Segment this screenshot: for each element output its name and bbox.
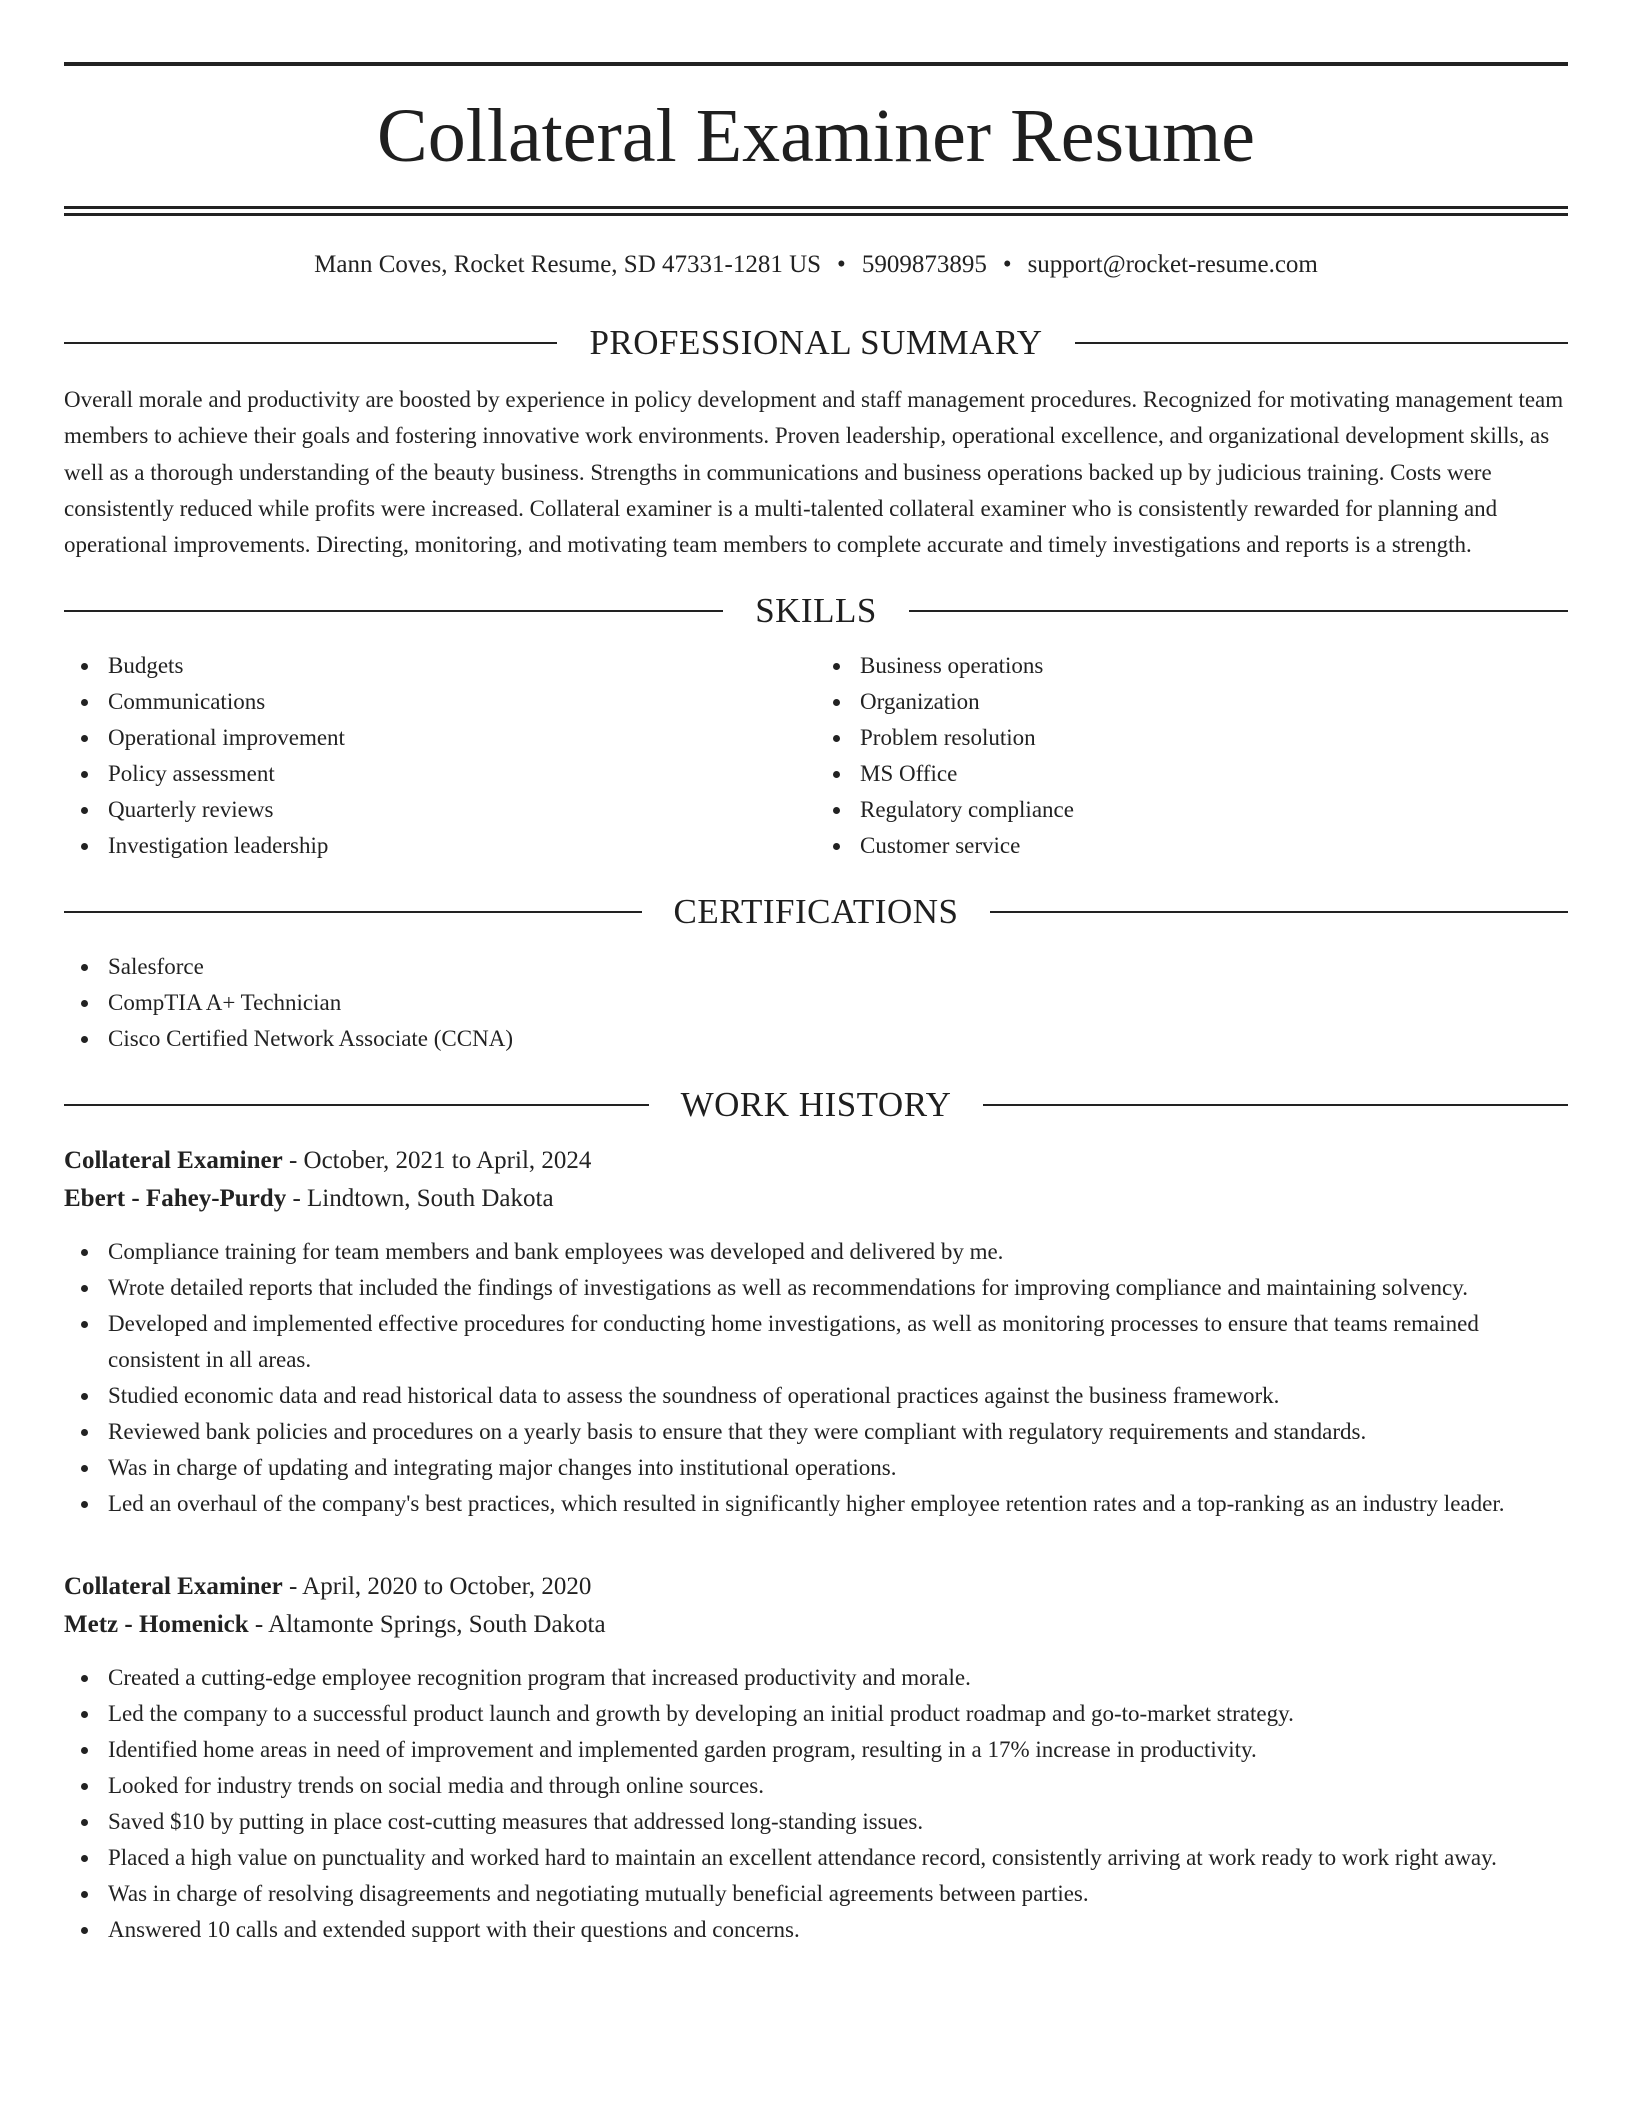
contact-phone: 5909873895 — [861, 251, 987, 278]
job-company-line: Metz - Homenick - Altamonte Springs, South Dakota — [64, 1611, 606, 1639]
skill-item: Problem resolution — [816, 720, 1568, 756]
job-title: Collateral Examiner — [64, 1573, 283, 1601]
certifications-items — [64, 949, 1568, 1057]
skill-item: Regulatory compliance — [816, 792, 1568, 828]
skills-section-header — [64, 591, 1568, 631]
job-duties-list — [64, 1234, 1568, 1522]
skills-list — [64, 648, 1568, 864]
job-duty-item: Identified home areas in need of improvement and implemented garden program, resulting in a 17% increase in productivity. — [64, 1732, 1568, 1768]
skill-item: MS Office — [816, 756, 1568, 792]
work-section-header — [64, 1085, 1568, 1125]
contact-separator: • — [1002, 251, 1012, 278]
job-duty-item: Compliance training for team members and bank employees was developed and delivered by me. — [64, 1234, 1568, 1270]
job-location: Lindtown, South Dakota — [307, 1185, 554, 1213]
summary-paragraph: Overall morale and productivity are boosted by experience in policy development and staff management procedures. Recognized for motivating management team members to achieve their goals and fostering innovative work environments. Proven leadership, operational excellence, and organizational development skills, as well as a thorough understanding of the beauty business. Strengths in communications and business operations backed up by judicious training. Costs were consistently reduced while profits were increased. Collateral examiner is a multi-talented collateral examiner who is consistently rewarded for planning and operational improvements. Directing, monitoring, and motivating team members to complete accurate and timely investigations and reports is a strength. — [64, 387, 1564, 558]
job-location: Altamonte Springs, South Dakota — [268, 1611, 606, 1639]
work-history-list — [64, 1142, 1568, 1948]
job-duty-item: Studied economic data and read historical data to assess the soundness of operational practices against the business framework. — [64, 1378, 1568, 1414]
certification-item: Cisco Certified Network Associate (CCNA) — [64, 1021, 1568, 1057]
certification-item: Salesforce — [64, 949, 1568, 985]
skill-item: Investigation leadership — [64, 828, 816, 864]
resume-title: Collateral Examiner Resume — [377, 94, 1255, 178]
section-rule-left — [64, 342, 557, 344]
skill-item: Budgets — [64, 648, 816, 684]
section-rule-right — [909, 610, 1568, 612]
contact-separator: • — [837, 251, 846, 278]
work-heading: WORK HISTORY — [680, 1085, 952, 1125]
job-duty-item: Placed a high value on punctuality and worked hard to maintain an excellent attendance record, consistently arriving at work ready to work right away. — [64, 1840, 1568, 1876]
section-rule-right — [1075, 342, 1568, 344]
contact-address: Mann Coves, Rocket Resume, SD 47331-1281 US — [314, 251, 822, 278]
skills-right-list — [816, 648, 1568, 864]
title-double-rule — [64, 206, 1568, 216]
job-entry — [64, 1142, 1568, 1522]
skills-left-list — [64, 648, 816, 864]
job-entry — [64, 1568, 1568, 1948]
skill-item: Quarterly reviews — [64, 792, 816, 828]
job-title-line: Collateral Examiner - October, 2021 to April, 2024 — [64, 1147, 592, 1175]
job-title-line: Collateral Examiner - April, 2020 to October, 2020 — [64, 1573, 592, 1601]
skills-column-left — [64, 648, 816, 864]
job-duty-item: Looked for industry trends on social media and through online sources. — [64, 1768, 1568, 1804]
job-duty-item: Led an overhaul of the company's best practices, which resulted in significantly higher employee retention rates and a top-ranking as an industry leader. — [64, 1486, 1568, 1522]
job-duty-item: Developed and implemented effective procedures for conducting home investigations, as well as monitoring processes to ensure that teams remained consistent in all areas. — [64, 1306, 1568, 1378]
top-rule — [64, 62, 1568, 66]
skills-column-right — [816, 648, 1568, 864]
section-rule-right — [983, 1104, 1568, 1106]
job-duty-item: Reviewed bank policies and procedures on a yearly basis to ensure that they were compliant with regulatory requirements and standards. — [64, 1414, 1568, 1450]
job-dates: April, 2020 to October, 2020 — [302, 1573, 592, 1601]
certifications-section-header — [64, 892, 1568, 932]
job-company-line: Ebert - Fahey-Purdy - Lindtown, South Dakota — [64, 1185, 554, 1213]
skill-item: Business operations — [816, 648, 1568, 684]
section-rule-right — [990, 911, 1568, 913]
job-duties-list — [64, 1660, 1568, 1948]
skill-item: Customer service — [816, 828, 1568, 864]
skills-heading: SKILLS — [755, 591, 877, 631]
skill-item: Policy assessment — [64, 756, 816, 792]
job-dates: October, 2021 to April, 2024 — [303, 1147, 592, 1175]
certifications-heading: CERTIFICATIONS — [673, 892, 959, 932]
section-rule-left — [64, 1104, 649, 1106]
job-duty-item: Was in charge of resolving disagreements and negotiating mutually beneficial agreements between parties. — [64, 1876, 1568, 1912]
job-duty-item: Was in charge of updating and integrating major changes into institutional operations. — [64, 1450, 1568, 1486]
contact-line — [64, 252, 1568, 277]
resume-page — [64, 62, 1568, 1948]
skill-item: Operational improvement — [64, 720, 816, 756]
summary-heading: PROFESSIONAL SUMMARY — [589, 323, 1043, 362]
summary-section-header — [64, 325, 1568, 360]
job-duty-item: Answered 10 calls and extended support with their questions and concerns. — [64, 1912, 1568, 1948]
section-rule-left — [64, 911, 642, 913]
certification-item: CompTIA A+ Technician — [64, 985, 1568, 1021]
job-duty-item: Created a cutting-edge employee recognition program that increased productivity and morale. — [64, 1660, 1568, 1696]
contact-email: support@rocket-resume.com — [1027, 251, 1318, 278]
job-company: Metz - Homenick — [64, 1611, 249, 1639]
certifications-list — [64, 949, 1568, 1057]
job-duty-item: Led the company to a successful product launch and growth by developing an initial product roadmap and go-to-market strategy. — [64, 1696, 1568, 1732]
job-duty-item: Wrote detailed reports that included the findings of investigations as well as recommendations for improving compliance and maintaining solvency. — [64, 1270, 1568, 1306]
job-title: Collateral Examiner — [64, 1147, 283, 1175]
job-company: Ebert - Fahey-Purdy — [64, 1185, 287, 1213]
section-rule-left — [64, 610, 723, 612]
skill-item: Communications — [64, 684, 816, 720]
skill-item: Organization — [816, 684, 1568, 720]
job-duty-item: Saved $10 by putting in place cost-cutting measures that addressed long-standing issues. — [64, 1804, 1568, 1840]
